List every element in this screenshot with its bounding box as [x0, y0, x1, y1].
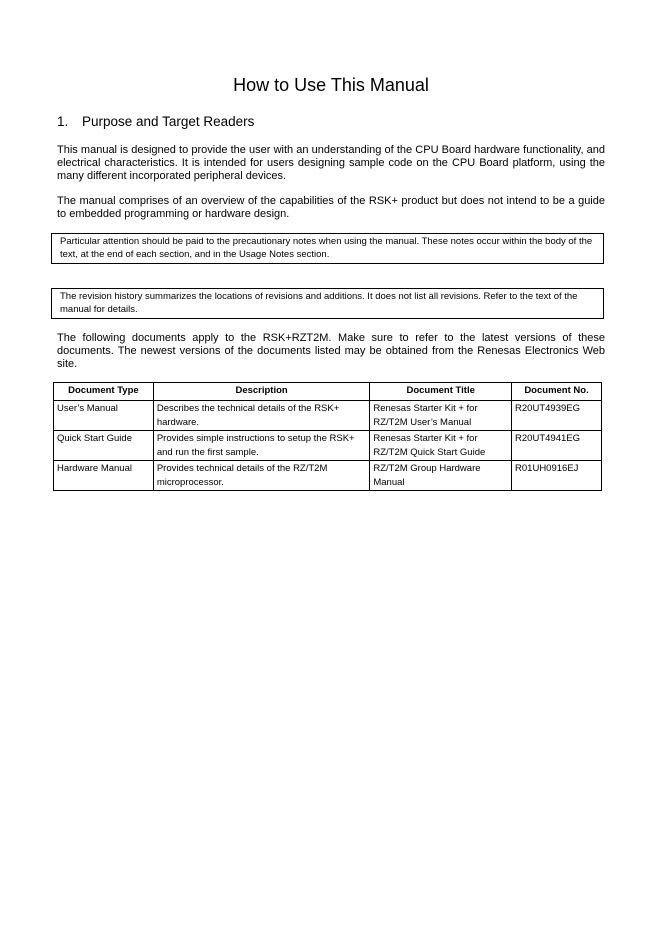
header-document-type: Document Type [54, 383, 154, 401]
header-document-number: Document No. [512, 383, 602, 401]
section-number: 1. [57, 114, 69, 129]
page-title: How to Use This Manual [233, 75, 429, 95]
table-row [54, 401, 602, 431]
cell-document-type: Hardware Manual [54, 461, 154, 491]
cell-description: Provides technical details of the RZ/T2M microprocessor. [153, 461, 370, 491]
table-row [54, 461, 602, 491]
header-document-title: Document Title [370, 383, 512, 401]
section-heading [57, 113, 254, 131]
section-title: Purpose and Target Readers [82, 114, 255, 129]
header-description: Description [153, 383, 370, 401]
cell-document-number: R20UT4941EG [512, 431, 602, 461]
overview-paragraph: The manual comprises of an overview of the capabilities of the RSK+ product but does not intend to be a guide to embedded programming or hardware design. [57, 195, 605, 220]
cell-document-number: R01UH0916EJ [512, 461, 602, 491]
revision-note-box: The revision history summarizes the locations of revisions and additions. It does not list all revisions. Refer to the text of the manual for details. [51, 288, 604, 319]
cell-document-type: User’s Manual [54, 401, 154, 431]
precaution-note-box: Particular attention should be paid to the precautionary notes when using the manual. These notes occur within the body of the text, at the end of each section, and in the Usage Notes section. [51, 233, 604, 264]
cell-document-title: Renesas Starter Kit + for RZ/T2M User’s Manual [370, 401, 512, 431]
documents-table [53, 382, 602, 491]
cell-description: Describes the technical details of the RSK+ hardware. [153, 401, 370, 431]
purpose-paragraph: This manual is designed to provide the user with an understanding of the CPU Board hardware functionality, and electrical characteristics. It is intended for users designing sample code on the CPU Board platform, using the many different incorporated peripheral devices. [57, 144, 605, 182]
cell-document-type: Quick Start Guide [54, 431, 154, 461]
related-documents-paragraph: The following documents apply to the RSK+RZT2M. Make sure to refer to the latest versions of these documents. The newest versions of the documents listed may be obtained from the Renesas Electronics Web site. [57, 332, 605, 370]
cell-document-title: RZ/T2M Group Hardware Manual [370, 461, 512, 491]
cell-document-title: Renesas Starter Kit + for RZ/T2M Quick Start Guide [370, 431, 512, 461]
table-header-row [54, 383, 602, 401]
cell-description: Provides simple instructions to setup the RSK+ and run the first sample. [153, 431, 370, 461]
cell-document-number: R20UT4939EG [512, 401, 602, 431]
table-row [54, 431, 602, 461]
